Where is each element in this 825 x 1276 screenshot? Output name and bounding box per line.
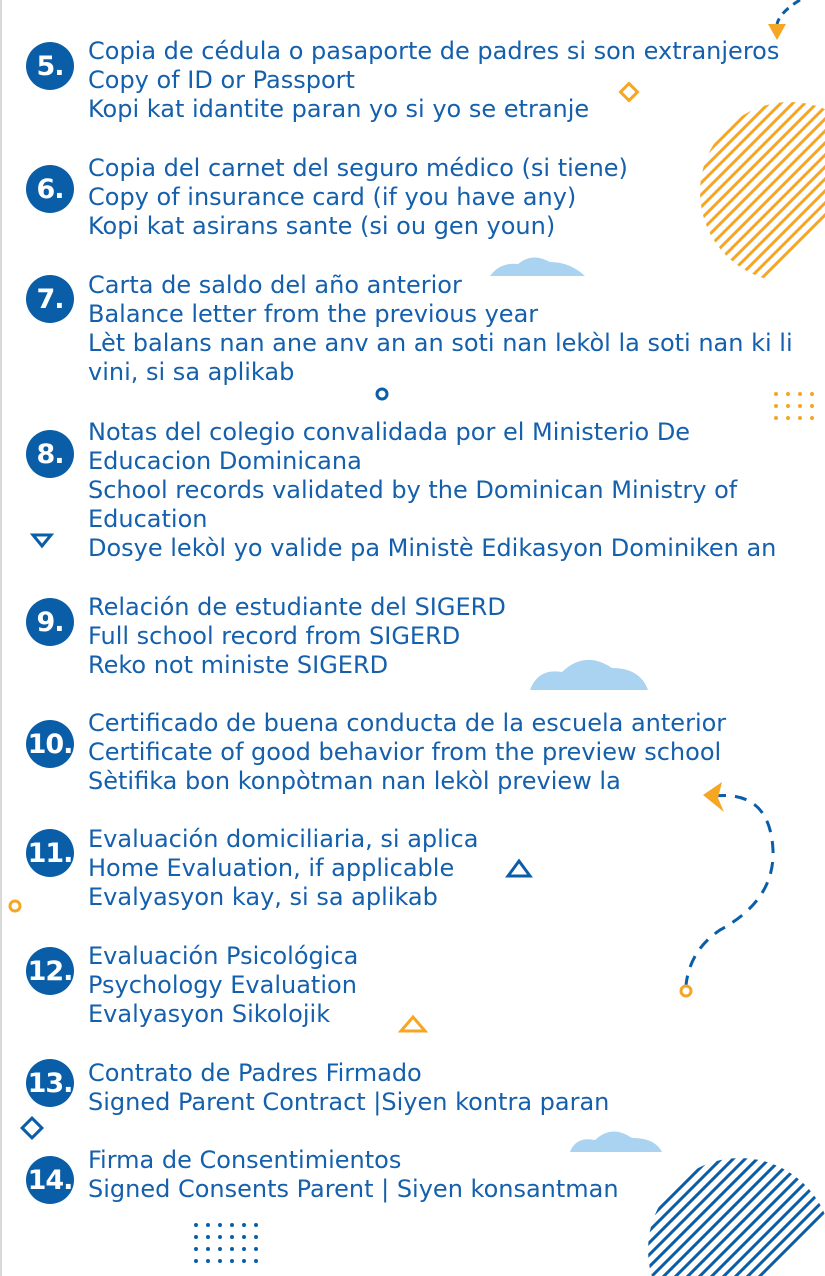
line-spanish: Copia del carnet del seguro médico (si tiene): [88, 154, 628, 182]
dot-grid-orange: [774, 392, 814, 420]
line-english: Certificate of good behavior from the preview school: [88, 738, 722, 766]
line-english: Full school record from SIGERD: [88, 622, 461, 650]
item-number-badge: 7.: [26, 275, 74, 323]
item-number-badge: 12.: [26, 947, 74, 995]
line-english: Signed Consents Parent | Siyen konsantman: [88, 1175, 619, 1203]
line-english: School records validated by the Dominican Ministry of Education: [88, 476, 738, 533]
line-creole: Kopi kat idantite paran yo si yo se etranje: [88, 95, 590, 123]
line-english: Copy of ID or Passport: [88, 66, 355, 94]
triangle-shape: [33, 535, 51, 546]
item-number-badge: 8.: [26, 430, 74, 478]
line-creole: Dosye lekòl yo valide pa Ministè Edikasyon Dominiken an: [88, 534, 777, 562]
dot-grid-blue: [194, 1223, 258, 1263]
line-spanish: Evaluación Psicológica: [88, 942, 359, 970]
line-english: Balance letter from the previous year: [88, 300, 539, 328]
line-english: Psychology Evaluation: [88, 971, 357, 999]
line-english: Copy of insurance card (if you have any): [88, 183, 577, 211]
line-spanish: Carta de saldo del año anterior: [88, 271, 462, 299]
item-number-badge: 13.: [26, 1059, 74, 1107]
circle-shape: [10, 901, 20, 911]
line-english: Signed Parent Contract |Siyen kontra paran: [88, 1088, 610, 1116]
diamond-shape: [22, 1118, 42, 1138]
item-number-badge: 6.: [26, 165, 74, 213]
item-number-badge: 5.: [26, 42, 74, 90]
line-creole: Sètifika bon konpòtman nan lekòl preview la: [88, 767, 621, 795]
line-spanish: Evaluación domiciliaria, si aplica: [88, 825, 479, 853]
item-number-badge: 11.: [26, 829, 74, 877]
line-spanish: Copia de cédula o pasaporte de padres si son extranjeros: [88, 37, 780, 65]
line-spanish: Certificado de buena conducta de la escuela anterior: [88, 709, 727, 737]
item-number-badge: 10.: [26, 720, 74, 768]
line-creole: Kopi kat asirans sante (si ou gen youn): [88, 212, 556, 240]
line-creole: Lèt balans nan ane anv an an soti nan lekòl la soti nan ki li vini, si sa aplikab: [88, 329, 793, 386]
line-creole: Evalyasyon Sikolojik: [88, 1000, 331, 1028]
line-spanish: Contrato de Padres Firmado: [88, 1059, 422, 1087]
line-creole: Reko not ministe SIGERD: [88, 651, 389, 679]
item-number-badge: 9.: [26, 598, 74, 646]
line-spanish: Notas del colegio convalidada por el Ministerio De Educacion Dominicana: [88, 418, 691, 475]
dashed-arrow-top: [768, 0, 800, 40]
line-spanish: Firma de Consentimientos: [88, 1146, 402, 1174]
line-creole: Evalyasyon kay, si sa aplikab: [88, 883, 438, 911]
item-number-badge: 14.: [26, 1156, 74, 1204]
line-english: Home Evaluation, if applicable: [88, 854, 455, 882]
circle-shape: [377, 389, 387, 399]
line-spanish: Relación de estudiante del SIGERD: [88, 593, 506, 621]
